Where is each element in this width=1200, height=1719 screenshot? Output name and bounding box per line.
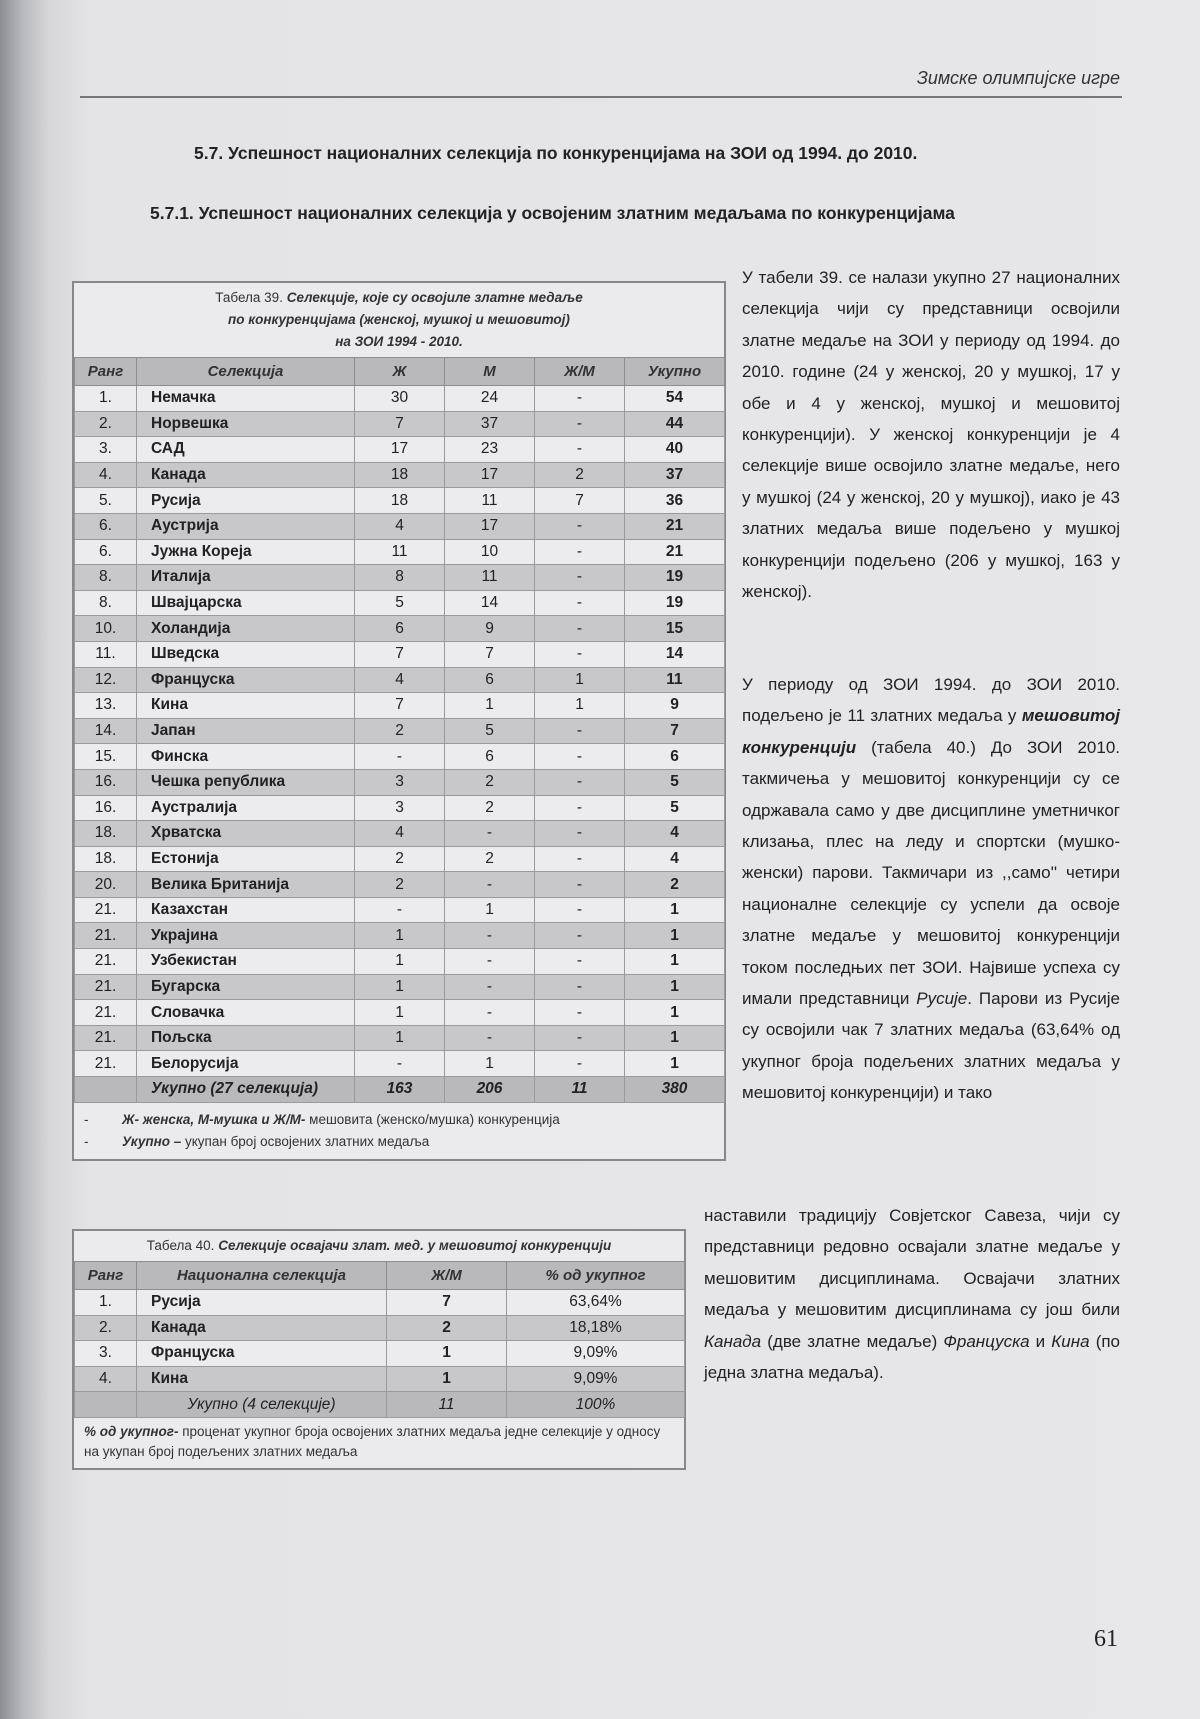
cell-rank: 3. [75, 1341, 137, 1367]
cell-men: 17 [445, 513, 535, 539]
cell-mixed: 2 [387, 1315, 507, 1341]
table-row [75, 1341, 685, 1367]
cell-women: 7 [355, 411, 445, 437]
cell-total: 19 [625, 565, 725, 591]
column-header-men: М [445, 358, 535, 386]
total-mixed: 11 [535, 1077, 625, 1103]
table-39-note-1: - Ж- женска, М-мушка и Ж/М- мешовита (женско/мушка) конкуренција [84, 1111, 560, 1127]
table-39-note-2: - Укупно – укупан број освојених златних медаља [84, 1133, 430, 1149]
table-row [75, 1290, 685, 1316]
cell-mixed: - [535, 641, 625, 667]
cell-women: - [355, 744, 445, 770]
table-row [75, 488, 725, 514]
cell-total: 1 [625, 923, 725, 949]
cell-total: 1 [625, 1000, 725, 1026]
table-row [75, 641, 725, 667]
cell-rank: 20. [75, 872, 137, 898]
cell-mixed: - [535, 1000, 625, 1026]
cell-selection: Холандија [137, 616, 355, 642]
body-paragraph-3: наставили традицију Совјетског Савеза, чији су представници редовно освајали златне медаље у мешовитим дисциплинама. Освајачи златних медаља у мешовитим дисциплинама су још били Канада (две златне медаље) Француска и Кина (по једна златна медаља). [704, 1206, 1121, 1383]
running-title: Зимске олимпијске игре [916, 68, 1120, 88]
cell-men: 11 [445, 565, 535, 591]
table-row [75, 693, 725, 719]
cell-selection: Белорусија [137, 1051, 355, 1077]
cell-women: 3 [355, 795, 445, 821]
table-row [75, 795, 725, 821]
cell-mixed: - [535, 513, 625, 539]
column-header-selection: Селекција [137, 358, 355, 386]
cell-men: 24 [445, 386, 535, 412]
cell-selection: Словачка [137, 1000, 355, 1026]
total-percent: 100% [507, 1392, 685, 1418]
cell-percent: 18,18% [507, 1315, 685, 1341]
table-row [75, 974, 725, 1000]
table-39-caption [74, 283, 724, 357]
cell-men: 37 [445, 411, 535, 437]
cell-mixed: - [535, 565, 625, 591]
cell-men: 17 [445, 462, 535, 488]
column-header-rank: Ранг [75, 1262, 137, 1290]
column-header-women: Ж [355, 358, 445, 386]
cell-men: 2 [445, 769, 535, 795]
cell-mixed: - [535, 795, 625, 821]
table-row [75, 1315, 685, 1341]
cell-rank: 6. [75, 539, 137, 565]
total-label: Укупно (27 селекција) [137, 1077, 355, 1103]
total-spacer [75, 1392, 137, 1418]
table-row [75, 667, 725, 693]
cell-mixed: 7 [387, 1290, 507, 1316]
body-paragraph-1: У табели 39. се налази укупно 27 националних селекција чији су представници освојили златне медаље на ЗОИ у периоду од 1994. до 2010. године (24 у женској, 20 у мушкој, 17 у обе и 4 у женској, мушкој и мешовитој конкуренцији). У женској конкуренцији је 4 селекције више освојило златне медаље, него у мушкој (24 у женској, 20 у мушкој), иако је 43 златних медаља више подељено у мушкој конкуренцији подељено (206 у мушкој, 163 у женској). [742, 268, 1120, 602]
table-row [75, 744, 725, 770]
table-40-header-row [75, 1262, 685, 1290]
cell-mixed: - [535, 411, 625, 437]
total-women: 163 [355, 1077, 445, 1103]
cell-women: 1 [355, 923, 445, 949]
cell-selection: Узбекистан [137, 949, 355, 975]
table-row [75, 1051, 725, 1077]
cell-women: 30 [355, 386, 445, 412]
cell-men: 1 [445, 897, 535, 923]
table-39-notes [74, 1103, 724, 1159]
cell-men: 1 [445, 693, 535, 719]
cell-men: 7 [445, 641, 535, 667]
table-row [75, 1366, 685, 1392]
section-heading: 5.7. Успешност националних селекција по конкуренцијама на ЗОИ од 1994. до 2010. [194, 143, 918, 163]
table-row [75, 437, 725, 463]
cell-percent: 9,09% [507, 1366, 685, 1392]
table-row [75, 718, 725, 744]
cell-selection: Канада [137, 1315, 387, 1341]
cell-women: 8 [355, 565, 445, 591]
cell-mixed: - [535, 718, 625, 744]
cell-selection: Бугарска [137, 974, 355, 1000]
cell-women: 1 [355, 949, 445, 975]
cell-total: 4 [625, 821, 725, 847]
cell-men: 2 [445, 846, 535, 872]
cell-selection: Норвешка [137, 411, 355, 437]
cell-rank: 21. [75, 1025, 137, 1051]
cell-selection: Казахстан [137, 897, 355, 923]
cell-women: - [355, 897, 445, 923]
column-header-mixed: Ж/М [387, 1262, 507, 1290]
cell-men: 6 [445, 667, 535, 693]
cell-men: - [445, 974, 535, 1000]
cell-selection: Јапан [137, 718, 355, 744]
cell-women: 7 [355, 693, 445, 719]
cell-rank: 15. [75, 744, 137, 770]
cell-selection: Велика Британија [137, 872, 355, 898]
table-row [75, 769, 725, 795]
cell-selection: Кина [137, 693, 355, 719]
cell-mixed: - [535, 769, 625, 795]
cell-total: 11 [625, 667, 725, 693]
cell-rank: 21. [75, 949, 137, 975]
column-header-total: Укупно [625, 358, 725, 386]
cell-women: - [355, 1051, 445, 1077]
table-row [75, 411, 725, 437]
cell-total: 14 [625, 641, 725, 667]
cell-women: 11 [355, 539, 445, 565]
total-men: 206 [445, 1077, 535, 1103]
cell-mixed: - [535, 872, 625, 898]
table-row [75, 846, 725, 872]
cell-women: 17 [355, 437, 445, 463]
cell-mixed: 7 [535, 488, 625, 514]
cell-total: 1 [625, 949, 725, 975]
total-spacer [75, 1077, 137, 1103]
cell-men: 5 [445, 718, 535, 744]
cell-selection: Немачка [137, 386, 355, 412]
cell-rank: 6. [75, 513, 137, 539]
cell-rank: 18. [75, 821, 137, 847]
cell-total: 1 [625, 974, 725, 1000]
cell-mixed: - [535, 1051, 625, 1077]
cell-mixed: 2 [535, 462, 625, 488]
cell-selection: Финска [137, 744, 355, 770]
table-39-total-row [75, 1077, 725, 1103]
cell-rank: 10. [75, 616, 137, 642]
cell-total: 4 [625, 846, 725, 872]
cell-selection: Пољска [137, 1025, 355, 1051]
cell-rank: 21. [75, 897, 137, 923]
body-paragraph-2: У периоду од ЗОИ 1994. до ЗОИ 2010. подељено је 11 златних медаља у мешовитој конкуренцији (табела 40.) До ЗОИ 2010. такмичења у мешовитој конкуренцији су се одржавала само у две дисциплине уметничког клизања, плес на леду и спортски (мушко-женски) парови. Такмичари из ,,само'' четири националне селекције су успели да освоје златне медаље у мешовитој конкуренцији током последњих пет ЗОИ. Највише успеха су имали представници Русије. Парови из Русије су освојили чак 7 златних медаља (63,64% од укупног броја подељених златних медаља у мешовитој конкуренцији) и тако [742, 675, 1120, 1103]
table-40-note: % од укупног- проценат укупног броја освојених златних медаља једне селекције у односу на укупан број подељених златних медаља [84, 1423, 661, 1459]
table-row [75, 897, 725, 923]
table-row [75, 386, 725, 412]
cell-rank: 14. [75, 718, 137, 744]
cell-men: 9 [445, 616, 535, 642]
cell-mixed: 1 [387, 1341, 507, 1367]
cell-men: - [445, 872, 535, 898]
cell-mixed: 1 [387, 1366, 507, 1392]
cell-total: 54 [625, 386, 725, 412]
table-40-caption-italic: Селекције освајачи злат. мед. у мешовитој конкуренцији [218, 1238, 612, 1253]
cell-rank: 12. [75, 667, 137, 693]
cell-rank: 21. [75, 1000, 137, 1026]
table-39-caption-line1: Селекције, које су освојиле златне медаље [286, 290, 583, 305]
cell-selection: Русија [137, 1290, 387, 1316]
subsection-heading: 5.7.1. Успешност националних селекција у освојеним златним медаљама по конкуренцијама [150, 203, 955, 223]
cell-women: 2 [355, 872, 445, 898]
table-row [75, 565, 725, 591]
cell-women: 7 [355, 641, 445, 667]
cell-selection: Естонија [137, 846, 355, 872]
cell-men: - [445, 1000, 535, 1026]
table-row [75, 513, 725, 539]
cell-total: 1 [625, 1025, 725, 1051]
cell-rank: 4. [75, 462, 137, 488]
cell-total: 21 [625, 513, 725, 539]
table-39-header-row [75, 358, 725, 386]
cell-women: 1 [355, 974, 445, 1000]
cell-selection: Италија [137, 565, 355, 591]
cell-total: 2 [625, 872, 725, 898]
cell-mixed: - [535, 897, 625, 923]
cell-rank: 18. [75, 846, 137, 872]
cell-rank: 1. [75, 386, 137, 412]
cell-rank: 2. [75, 1315, 137, 1341]
cell-women: 1 [355, 1000, 445, 1026]
table-row [75, 590, 725, 616]
cell-women: 6 [355, 616, 445, 642]
cell-women: 5 [355, 590, 445, 616]
cell-selection: Јужна Кореја [137, 539, 355, 565]
cell-mixed: 1 [535, 693, 625, 719]
cell-rank: 11. [75, 641, 137, 667]
cell-total: 40 [625, 437, 725, 463]
cell-mixed: - [535, 386, 625, 412]
cell-total: 7 [625, 718, 725, 744]
cell-men: - [445, 923, 535, 949]
table-40-total-row [75, 1392, 685, 1418]
cell-mixed: - [535, 974, 625, 1000]
cell-rank: 16. [75, 769, 137, 795]
table-row [75, 923, 725, 949]
table-row [75, 616, 725, 642]
cell-mixed: - [535, 744, 625, 770]
cell-rank: 21. [75, 923, 137, 949]
cell-mixed: - [535, 949, 625, 975]
table-39-grid [74, 357, 725, 1103]
cell-selection: Француска [137, 667, 355, 693]
cell-rank: 21. [75, 1051, 137, 1077]
cell-men: 2 [445, 795, 535, 821]
cell-total: 15 [625, 616, 725, 642]
table-row [75, 462, 725, 488]
cell-mixed: - [535, 821, 625, 847]
page-number: 61 [1094, 1626, 1118, 1652]
cell-selection: Аустрија [137, 513, 355, 539]
cell-percent: 63,64% [507, 1290, 685, 1316]
table-39-caption-line2: по конкуренцијама (женској, мушкој и мешовитој) [228, 312, 570, 327]
cell-total: 44 [625, 411, 725, 437]
cell-selection: Чешка република [137, 769, 355, 795]
cell-women: 4 [355, 667, 445, 693]
cell-women: 18 [355, 488, 445, 514]
cell-mixed: - [535, 590, 625, 616]
cell-selection: Канада [137, 462, 355, 488]
cell-rank: 5. [75, 488, 137, 514]
header-rule [80, 96, 1122, 98]
table-row [75, 821, 725, 847]
column-header-rank: Ранг [75, 358, 137, 386]
table-40-grid [74, 1261, 685, 1418]
cell-selection: Украјина [137, 923, 355, 949]
cell-women: 4 [355, 821, 445, 847]
cell-selection: Хрватска [137, 821, 355, 847]
table-39-caption-prefix: Табела 39. [215, 290, 283, 305]
cell-men: - [445, 821, 535, 847]
cell-mixed: - [535, 923, 625, 949]
table-row [75, 949, 725, 975]
cell-men: 11 [445, 488, 535, 514]
cell-women: 3 [355, 769, 445, 795]
cell-selection: Русија [137, 488, 355, 514]
cell-men: 14 [445, 590, 535, 616]
cell-mixed: - [535, 437, 625, 463]
cell-total: 1 [625, 1051, 725, 1077]
cell-women: 4 [355, 513, 445, 539]
cell-rank: 2. [75, 411, 137, 437]
total-label: Укупно (4 селекције) [137, 1392, 387, 1418]
cell-men: 10 [445, 539, 535, 565]
cell-total: 19 [625, 590, 725, 616]
cell-total: 1 [625, 897, 725, 923]
cell-men: 23 [445, 437, 535, 463]
cell-total: 21 [625, 539, 725, 565]
total-all: 380 [625, 1077, 725, 1103]
cell-mixed: - [535, 539, 625, 565]
cell-men: - [445, 949, 535, 975]
cell-selection: САД [137, 437, 355, 463]
cell-mixed: - [535, 846, 625, 872]
cell-men: 1 [445, 1051, 535, 1077]
table-row [75, 872, 725, 898]
cell-total: 37 [625, 462, 725, 488]
cell-rank: 1. [75, 1290, 137, 1316]
table-39-caption-line3: на ЗОИ 1994 - 2010. [335, 334, 463, 349]
column-header-national-selection: Национална селекција [137, 1262, 387, 1290]
column-header-percent: % од укупног [507, 1262, 685, 1290]
table-40-caption-prefix: Табела 40. [146, 1238, 215, 1253]
cell-total: 5 [625, 795, 725, 821]
cell-selection: Швајцарска [137, 590, 355, 616]
table-40-caption [74, 1231, 684, 1261]
table-row [75, 539, 725, 565]
cell-selection: Аустралија [137, 795, 355, 821]
cell-women: 2 [355, 846, 445, 872]
cell-mixed: - [535, 1025, 625, 1051]
cell-rank: 8. [75, 590, 137, 616]
cell-men: 6 [445, 744, 535, 770]
cell-rank: 13. [75, 693, 137, 719]
table-39 [72, 281, 726, 1161]
cell-rank: 16. [75, 795, 137, 821]
cell-women: 18 [355, 462, 445, 488]
cell-total: 36 [625, 488, 725, 514]
cell-selection: Француска [137, 1341, 387, 1367]
cell-mixed: 1 [535, 667, 625, 693]
cell-selection: Шведска [137, 641, 355, 667]
table-row [75, 1025, 725, 1051]
table-40 [72, 1229, 686, 1470]
column-header-mixed: Ж/М [535, 358, 625, 386]
cell-total: 6 [625, 744, 725, 770]
cell-men: - [445, 1025, 535, 1051]
cell-rank: 8. [75, 565, 137, 591]
cell-women: 1 [355, 1025, 445, 1051]
cell-percent: 9,09% [507, 1341, 685, 1367]
cell-rank: 3. [75, 437, 137, 463]
cell-rank: 4. [75, 1366, 137, 1392]
cell-total: 5 [625, 769, 725, 795]
cell-women: 2 [355, 718, 445, 744]
cell-mixed: - [535, 616, 625, 642]
cell-total: 9 [625, 693, 725, 719]
total-mixed: 11 [387, 1392, 507, 1418]
cell-rank: 21. [75, 974, 137, 1000]
cell-selection: Кина [137, 1366, 387, 1392]
table-row [75, 1000, 725, 1026]
